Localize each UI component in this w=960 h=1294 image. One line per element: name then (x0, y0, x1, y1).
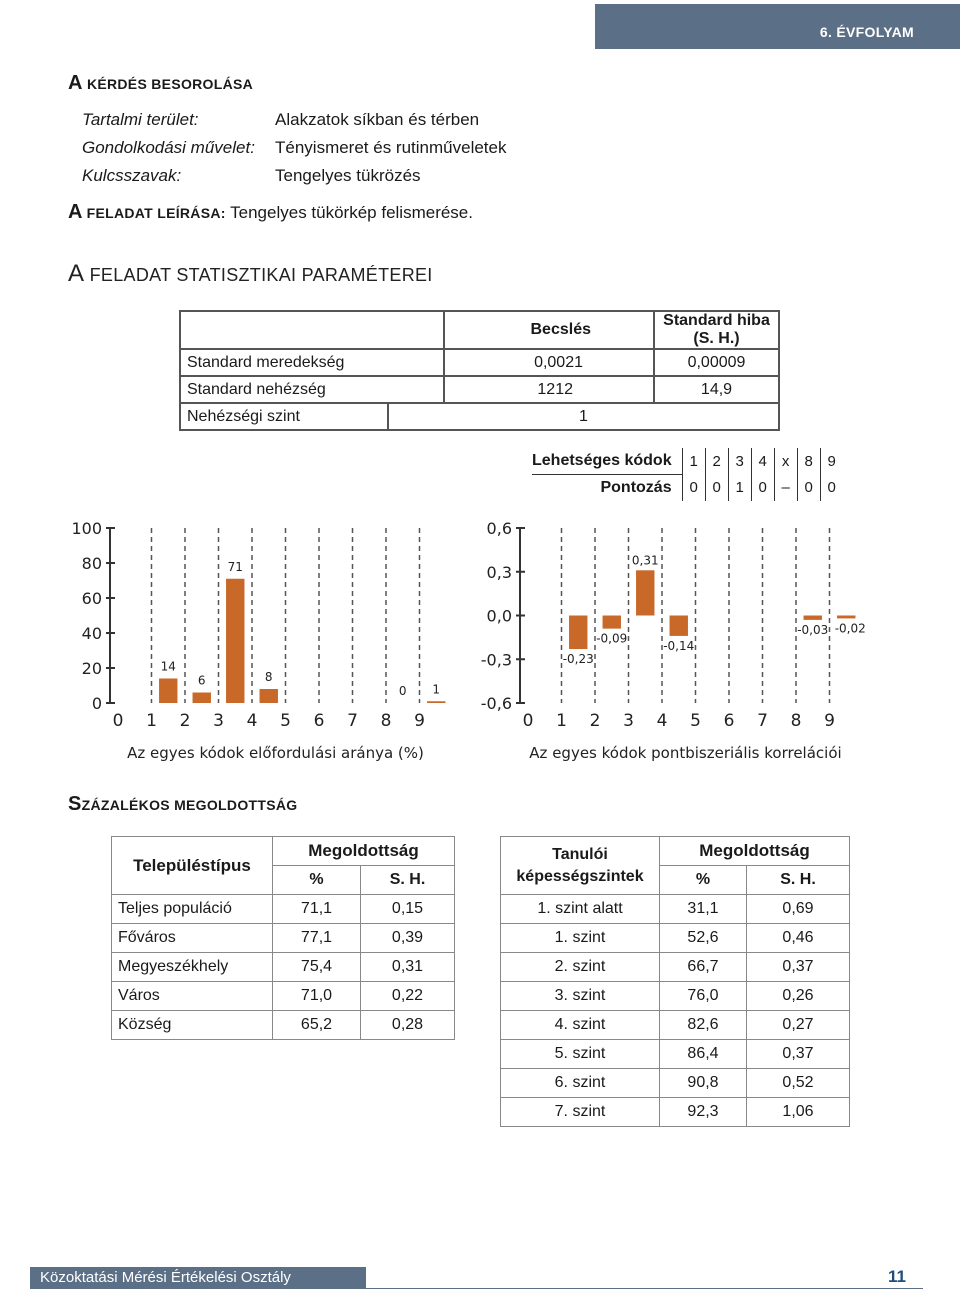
settlement-type-header: Településtípus (112, 837, 273, 895)
table-row: 5. szint 86,4 0,37 (501, 1040, 850, 1069)
code-cell: 1 (682, 448, 705, 475)
x-tick-label: 7 (757, 711, 768, 731)
chart-title: Az egyes kódok pontbiszeriális korrelációi (529, 744, 842, 762)
y-tick-label: -0,6 (480, 694, 512, 713)
score-cell: – (774, 475, 797, 502)
score-cell: 0 (751, 475, 774, 502)
frequency-chart (60, 510, 480, 770)
chart-bar (193, 693, 211, 704)
table-row: Község 65,2 0,28 (112, 1011, 455, 1040)
chart-bar (569, 616, 587, 650)
table-row: Megyeszékhely 75,4 0,31 (112, 953, 455, 982)
x-tick-label: 6 (723, 711, 735, 731)
chart-bar (427, 701, 445, 703)
grade-banner (595, 4, 960, 49)
x-tick-label: 7 (347, 711, 358, 731)
percent-solved-title: SZÁZALÉKOS MEGOLDOTTSÁG (68, 793, 298, 815)
table-row: 4. szint 82,6 0,27 (501, 1011, 850, 1040)
score-cell: 0 (797, 475, 820, 502)
code-cell: 3 (728, 448, 751, 475)
x-tick-label: 8 (790, 711, 802, 731)
x-tick-label: 5 (690, 711, 701, 731)
solved-group-header: Megoldottság (273, 837, 455, 866)
footer-org: Közoktatási Mérési Értékelési Osztály (30, 1267, 366, 1289)
stat-params-title: A FELADAT STATISZTIKAI PARAMÉTEREI (68, 260, 433, 287)
codes-table (532, 448, 843, 501)
y-tick-label: 100 (71, 519, 102, 538)
col-estimate: Becslés (444, 311, 654, 349)
stat-row: Standard meredekség 0,0021 0,00009 (180, 349, 779, 376)
difficulty-value: 1 (388, 403, 779, 430)
y-tick-label: 40 (81, 624, 102, 643)
y-tick-label: 60 (81, 589, 102, 608)
chart-bar (260, 689, 278, 703)
chart-title: Az egyes kódok előfordulási aránya (%) (127, 744, 424, 762)
codes-row (532, 448, 843, 475)
table-row: Teljes populáció 71,1 0,15 (112, 895, 455, 924)
meta-value-keywords: Tengelyes tükrözés (275, 166, 421, 185)
bar-data-label: 8 (264, 670, 273, 684)
x-tick-label: 3 (623, 711, 634, 731)
task-description: A FELADAT LEÍRÁSA: Tengelyes tükörkép felismerése. (68, 201, 473, 223)
table-row: 3. szint 76,0 0,26 (501, 982, 850, 1011)
chart-bar (804, 616, 822, 620)
score-cell: 0 (820, 475, 843, 502)
settlement-table: Településtípus Megoldottság % S. H. Teljes populáció 71,1 0,15 Főváros 77,1 0,39 Megyeszékhely 75,4 0,31 Város 71,0 0,22 Község 65,2 0,28 (111, 836, 455, 1040)
scores-row (532, 475, 843, 502)
ability-level-header: Tanulói képességszintek (501, 837, 660, 895)
table-row: Város 71,0 0,22 (112, 982, 455, 1011)
chart-bar (670, 616, 688, 636)
grade-label: 6. ÉVFOLYAM (819, 24, 914, 40)
code-cell: 8 (797, 448, 820, 475)
bar-data-label: 6 (197, 673, 206, 688)
x-tick-label: 2 (589, 711, 601, 731)
meta-value-content-area: Alakzatok síkban és térben (275, 110, 480, 129)
y-tick-label: 0,6 (486, 519, 512, 538)
bar-data-label: 1 (432, 682, 441, 697)
bar-data-label: -0,09 (596, 631, 628, 646)
y-tick-label: 0 (91, 694, 102, 713)
score-cell: 0 (682, 475, 705, 502)
x-tick-label: 0 (522, 711, 534, 731)
x-tick-label: 8 (380, 711, 392, 731)
table-row: 6. szint 90,8 0,52 (501, 1069, 850, 1098)
x-tick-label: 1 (556, 711, 567, 731)
bar-data-label: 0 (398, 684, 407, 698)
meta-row-keywords: Kulcsszavak: (82, 166, 182, 185)
correlation-chart (470, 510, 890, 770)
table-row: Főváros 77,1 0,39 (112, 924, 455, 953)
codes-label: Lehetséges kódok (532, 448, 682, 475)
x-tick-label: 0 (112, 711, 124, 731)
ability-level-table: Tanulói képességszintek Megoldottság % S. H. 1. szint alatt 31,1 0,69 1. szint 52,6 0,46 2. szint 66,7 0,37 3. szint 76,0 0,26 4. szint 82,6 0,27 5. szint 86,4 0,37 6. szint 90,8 0,52 7. szint 92,3 1,06 (500, 836, 850, 1127)
y-tick-label: 20 (81, 659, 102, 678)
score-cell: 1 (728, 475, 751, 502)
difficulty-label: Nehézségi szint (180, 403, 388, 430)
chart-bar (603, 616, 621, 629)
x-tick-label: 1 (146, 711, 157, 731)
chart-bar (159, 679, 177, 704)
table-row: 7. szint 92,3 1,06 (501, 1098, 850, 1127)
x-tick-label: 9 (414, 711, 425, 731)
bar-data-label: -0,14 (663, 638, 695, 653)
x-tick-label: 3 (213, 711, 224, 731)
classification-title: A KÉRDÉS BESOROLÁSA (68, 72, 254, 94)
col-se: Standard hiba (S. H.) (654, 311, 779, 349)
bar-data-label: -0,23 (562, 652, 594, 667)
code-cell: 4 (751, 448, 774, 475)
bar-data-label: 14 (160, 659, 176, 674)
meta-value-operation: Tényismeret és rutinműveletek (275, 138, 507, 157)
score-cell: 0 (705, 475, 728, 502)
footer-divider (366, 1288, 923, 1289)
x-tick-label: 5 (280, 711, 291, 731)
bar-data-label: -0,02 (834, 621, 866, 636)
y-tick-label: 80 (81, 554, 102, 573)
stat-header-row (180, 311, 779, 349)
chart-bar (636, 570, 654, 615)
y-tick-label: 0,3 (486, 562, 512, 582)
table-row: 2. szint 66,7 0,37 (501, 953, 850, 982)
bar-data-label: -0,03 (797, 622, 829, 637)
difficulty-table (179, 402, 780, 431)
x-tick-label: 4 (246, 711, 258, 731)
code-cell: x (774, 448, 797, 475)
meta-row-operation: Gondolkodási művelet: (82, 138, 255, 157)
solved-group-header: Megoldottság (660, 837, 850, 866)
page-number: 11 (888, 1267, 906, 1286)
y-tick-label: 0,0 (486, 606, 512, 626)
scores-label: Pontozás (600, 479, 672, 496)
chart-bar (226, 579, 244, 703)
chart-bar (837, 616, 855, 619)
bar-data-label: 71 (227, 559, 243, 574)
x-tick-label: 4 (656, 711, 668, 731)
table-row: 1. szint 52,6 0,46 (501, 924, 850, 953)
x-tick-label: 6 (313, 711, 325, 731)
x-tick-label: 9 (824, 711, 835, 731)
bar-data-label: 0,31 (631, 553, 659, 568)
table-row: 1. szint alatt 31,1 0,69 (501, 895, 850, 924)
code-cell: 2 (705, 448, 728, 475)
code-cell: 9 (820, 448, 843, 475)
stat-params-table (179, 310, 780, 404)
y-tick-label: -0,3 (480, 650, 512, 670)
stat-row: Standard nehézség 1212 14,9 (180, 376, 779, 403)
x-tick-label: 2 (179, 711, 191, 731)
meta-row-content-area: Tartalmi terület: (82, 110, 199, 129)
